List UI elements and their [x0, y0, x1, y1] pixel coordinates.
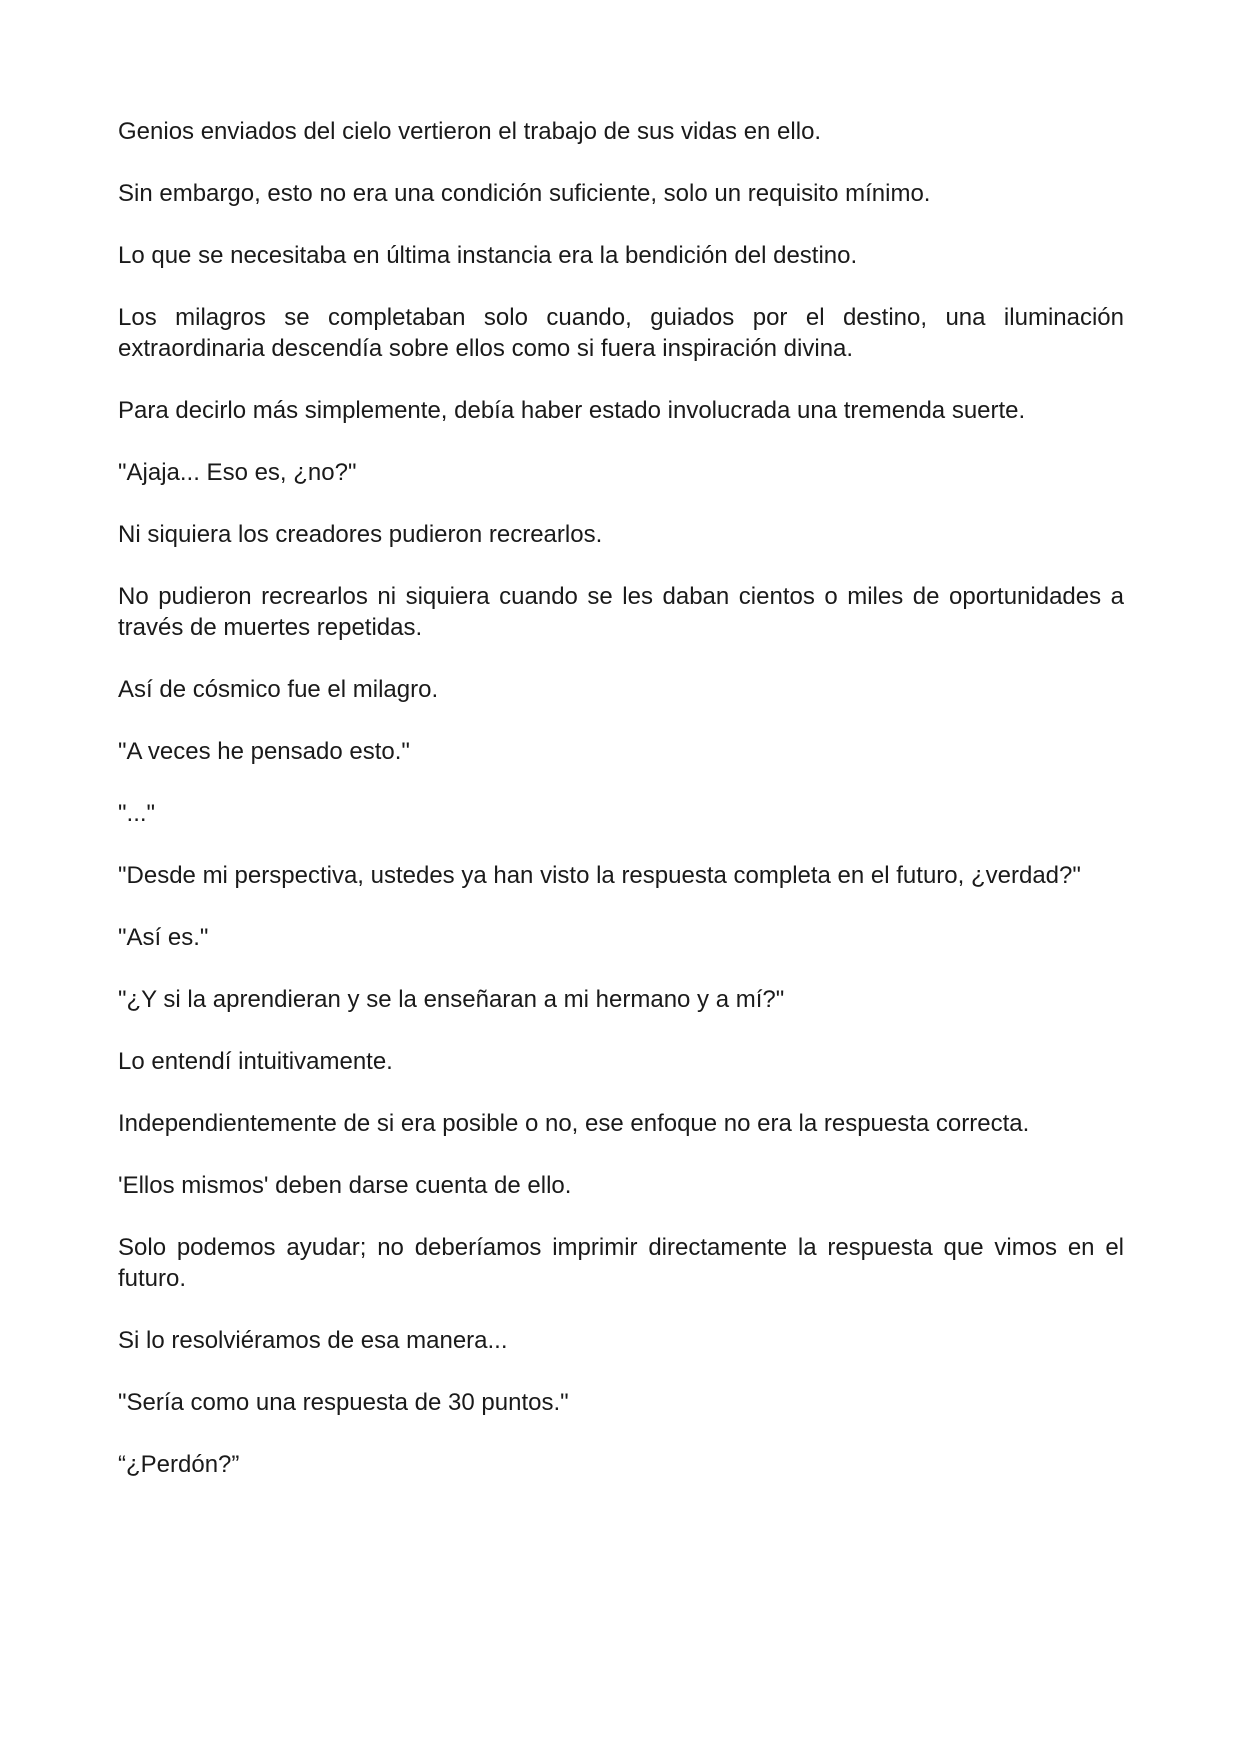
paragraph: "Ajaja... Eso es, ¿no?" [118, 459, 357, 486]
paragraph: Así de cósmico fue el milagro. [118, 676, 439, 703]
paragraph: Lo que se necesitaba en última instancia era la bendición del destino. [118, 242, 858, 269]
paragraph: "..." [118, 800, 156, 827]
paragraph: Solo podemos ayudar; no deberíamos imprimir directamente la respuesta que vimos en el futuro. [118, 1234, 1124, 1292]
paragraph: Independientemente de si era posible o no, ese enfoque no era la respuesta correcta. [118, 1110, 1030, 1137]
paragraph: “¿Perdón?” [118, 1451, 240, 1478]
paragraph: 'Ellos mismos' deben darse cuenta de ello. [118, 1172, 572, 1199]
paragraph: Ni siquiera los creadores pudieron recrearlos. [118, 521, 603, 548]
paragraph: Los milagros se completaban solo cuando, guiados por el destino, una iluminación extraordinaria descendía sobre ellos como si fuera inspiración divina. [118, 304, 1124, 362]
paragraph: No pudieron recrearlos ni siquiera cuando se les daban cientos o miles de oportunidades a través de muertes repetidas. [118, 583, 1124, 641]
paragraph: "A veces he pensado esto." [118, 738, 410, 765]
paragraph: "Así es." [118, 924, 209, 951]
paragraph: Para decirlo más simplemente, debía haber estado involucrada una tremenda suerte. [118, 397, 1026, 424]
body-text [118, 116, 1124, 1511]
paragraph: Si lo resolviéramos de esa manera... [118, 1327, 508, 1354]
paragraph: "Sería como una respuesta de 30 puntos." [118, 1389, 569, 1416]
paragraph: Lo entendí intuitivamente. [118, 1048, 393, 1075]
paragraph: "Desde mi perspectiva, ustedes ya han visto la respuesta completa en el futuro, ¿verdad?" [118, 862, 1081, 889]
paragraph: "¿Y si la aprendieran y se la enseñaran a mi hermano y a mí?" [118, 986, 785, 1013]
paragraph: Genios enviados del cielo vertieron el trabajo de sus vidas en ello. [118, 118, 822, 145]
paragraph: Sin embargo, esto no era una condición suficiente, solo un requisito mínimo. [118, 180, 931, 207]
